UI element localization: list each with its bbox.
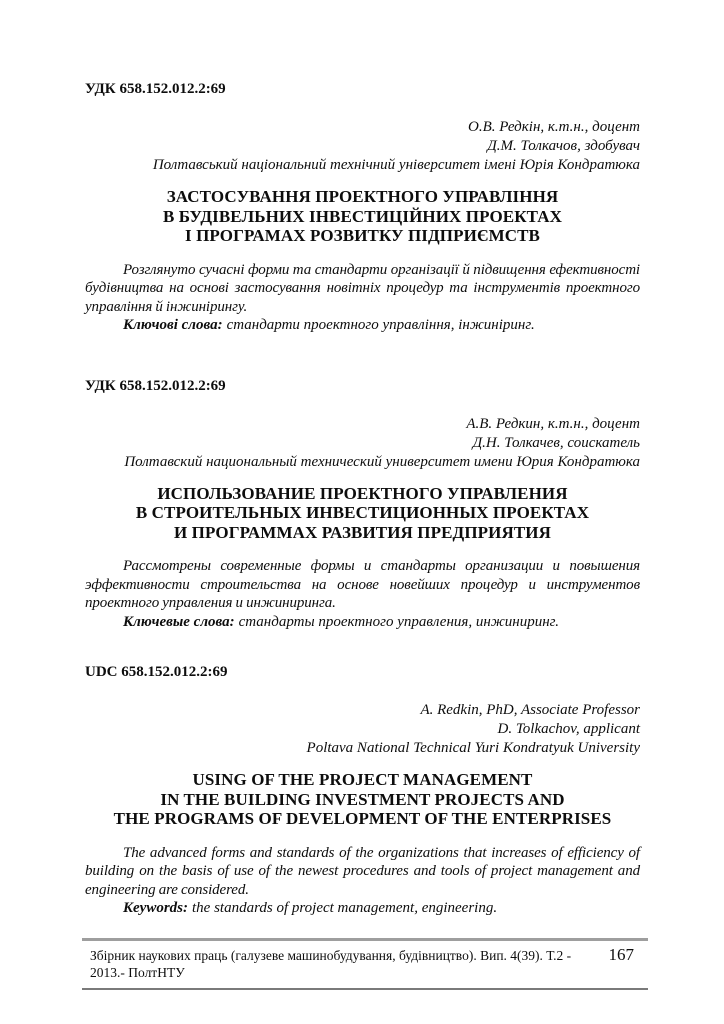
section-russian (85, 377, 640, 632)
author-line: D. Tolkachov, applicant (497, 721, 640, 737)
title-line: USING OF THE PROJECT MANAGEMENT (192, 770, 533, 789)
abstract-text: Рассмотрены современные формы и стандарты организации и повышения эффективности строительства на основе новейших процедур и инструментов проектного управления и инжиниринга. (85, 558, 640, 611)
abstract-text: Розглянуто сучасні форми та стандарти організації й підвищення ефективності будівництва на основі застосування новітніх процедур та інструментів проектного управління й інжинірингу. (85, 261, 640, 315)
affiliation-line: Poltava National Technical Yuri Kondratyuk University (306, 740, 640, 756)
keywords-label: Keywords: (123, 900, 188, 916)
abstract-text: The advanced forms and standards of the organizations that increases of efficiency of building on the basis of use of the newest procedures and tools of project management and engineering are considered. (85, 844, 640, 898)
author-line: Д.М. Толкачов, здобувач (487, 138, 640, 154)
author-line: О.В. Редкін, к.т.н., доцент (468, 119, 640, 135)
affiliation-line: Полтавский национальный технический университет имени Юрия Кондратюка (124, 453, 640, 470)
keywords-line (85, 316, 640, 335)
keywords-line (85, 613, 640, 632)
udc-code: УДК 658.152.012.2:69 (85, 81, 226, 97)
title-line: ИСПОЛЬЗОВАНИЕ ПРОЕКТНОГО УПРАВЛЕНИЯ (157, 483, 568, 503)
udc-code: УДК 658.152.012.2:69 (85, 377, 226, 394)
keywords-text: стандарты проектного управления, инжиниринг. (238, 613, 560, 630)
author-line: Д.Н. Толкачев, соискатель (472, 434, 640, 451)
affiliation-line: Полтавський національний технічний університет імені Юрія Кондратюка (152, 157, 640, 173)
article-title (85, 484, 640, 543)
title-line: І ПРОГРАМАХ РОЗВИТКУ ПІДПРИЄМСТВ (185, 226, 540, 245)
page-footer (82, 938, 648, 990)
author-line: A. Redkin, PhD, Associate Professor (420, 702, 640, 718)
author-block (85, 118, 640, 175)
article-title (85, 770, 640, 829)
keywords-line (85, 899, 640, 918)
title-line: THE PROGRAMS OF DEVELOPMENT OF THE ENTERPRISES (113, 809, 612, 828)
title-line: В СТРОИТЕЛЬНЫХ ИНВЕСТИЦИОННЫХ ПРОЕКТАХ (135, 503, 590, 522)
keywords-label: Ключові слова: (123, 317, 223, 333)
udc-code: UDC 658.152.012.2:69 (85, 664, 228, 680)
title-line: ЗАСТОСУВАННЯ ПРОЕКТНОГО УПРАВЛІННЯ (166, 187, 559, 206)
title-line: В БУДІВЕЛЬНИХ ІНВЕСТИЦІЙНИХ ПРОЕКТАХ (162, 206, 563, 226)
keywords-text: the standards of project management, engineering. (192, 900, 498, 916)
section-ukrainian (85, 80, 640, 335)
journal-citation: Збірник наукових праць (галузеве машинобудування, будівництво). Вип. 4(39). Т.2 - 2013.- ПолтНТУ (90, 948, 572, 980)
keywords-label: Ключевые слова: (123, 613, 235, 630)
author-block (85, 701, 640, 758)
section-english (85, 663, 640, 918)
page-number: 167 (608, 945, 634, 964)
author-line: А.В. Редкин, к.т.н., доцент (466, 415, 640, 432)
author-block (85, 415, 640, 472)
keywords-text: стандарти проектного управління, інжиніринг. (226, 317, 535, 333)
title-line: И ПРОГРАММАХ РАЗВИТИЯ ПРЕДПРИЯТИЯ (174, 522, 551, 542)
article-title (85, 187, 640, 246)
title-line: IN THE BUILDING INVESTMENT PROJECTS AND (160, 789, 565, 809)
